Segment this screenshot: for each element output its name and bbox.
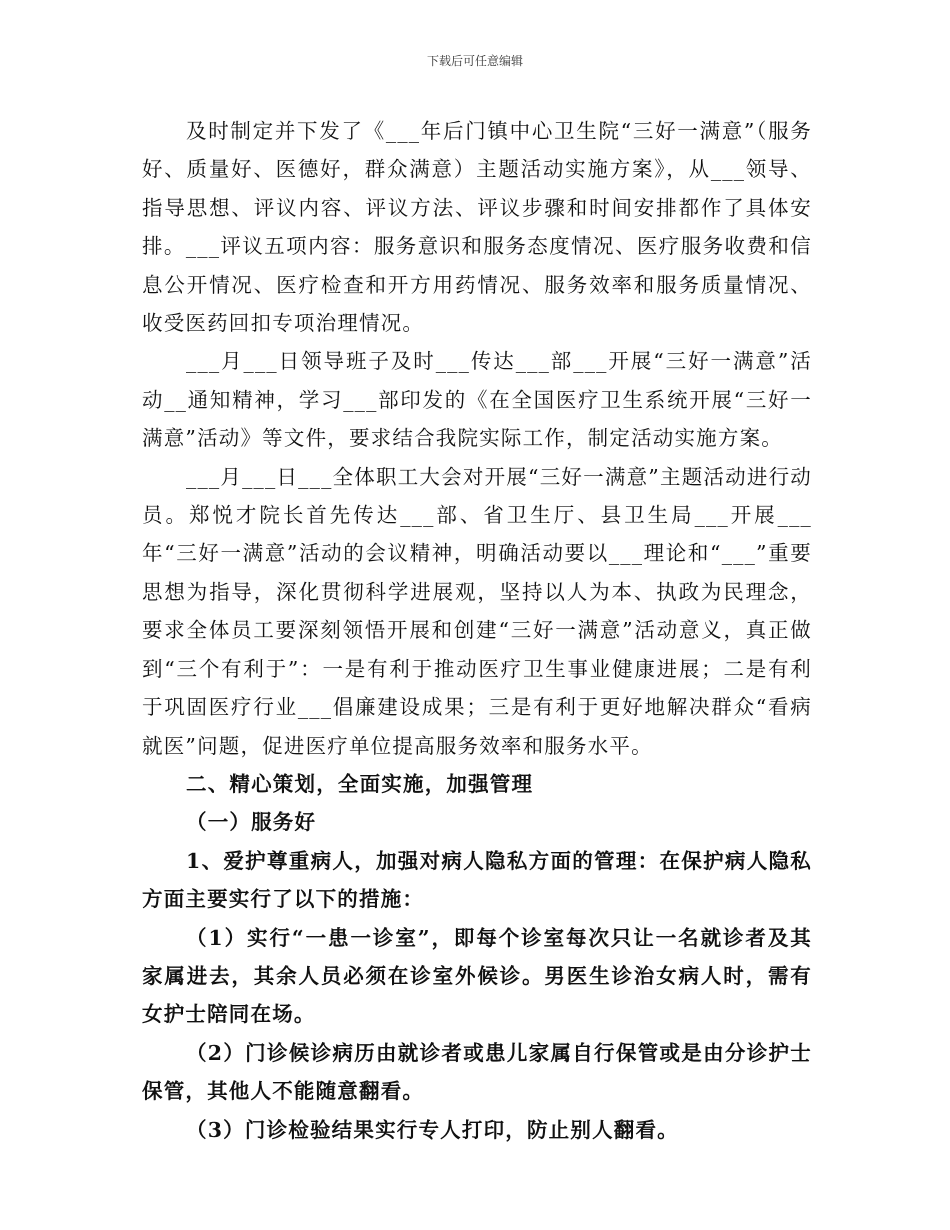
document-body	[142, 112, 812, 1149]
item-one-patient-one-room: （1）实行“一患一诊室”，即每个诊室每次只让一名就诊者及其家属进去，其余人员必须在诊室外候诊。男医生诊治女病人时，需有女护士陪同在场。	[142, 925, 812, 1027]
section-heading-two: 二、精心策划，全面实施，加强管理	[186, 771, 534, 796]
paragraph-plan-issued: 及时制定并下发了《___年后门镇中心卫生院“三好一满意”（服务好、质量好、医德好，群众满意）主题活动实施方案》，从___领导、指导思想、评议内容、评议方法、评议步骤和时间安排都作了具体安排。___评议五项内容：服务意识和服务态度情况、医疗服务收费和信息公开情况、医疗检查和开方用药情况、服务效率和服务质量情况、收受医药回扣专项治理情况。	[142, 119, 812, 336]
paragraph-staff-mobilization: ___月___日___全体职工大会对开展“三好一满意”主题活动进行动员。郑悦才院长首先传达___部、省卫生厅、县卫生局___开展___年“三好一满意”活动的会议精神，明确活动要以___理论和“___”重要思想为指导，深化贯彻科学进展观，坚持以人为本、执政为民理念，要求全体员工要深刻领悟开展和创建“三好一满意”活动意义，真正做到“三个有利于”：一是有利于推动医疗卫生事业健康进展；二是有利于巩固医疗行业___倡廉建设成果；三是有利于更好地解决群众“看病就医”问题，促进医疗单位提高服务效率和服务水平。	[142, 464, 812, 758]
item-test-results: （3）门诊检验结果实行专人打印，防止别人翻看。	[186, 1117, 679, 1142]
paragraph-leadership-meeting: ___月___日领导班子及时___传达___部___开展“三好一满意”活动__通知精神，学习___部印发的《在全国医疗卫生系统开展“三好一满意”活动》等文件，要求结合我院实际工作，制定活动实施方案。	[142, 349, 812, 451]
item-medical-records: （2）门诊候诊病历由就诊者或患儿家属自行保管或是由分诊护士保管，其他人不能随意翻看。	[142, 1040, 812, 1104]
subsection-heading-service: （一）服务好	[186, 810, 317, 835]
item-privacy-protection: 1、爱护尊重病人，加强对病人隐私方面的管理：在保护病人隐私方面主要实行了以下的措施：	[142, 848, 812, 912]
page-header: 下载后可任意编辑	[426, 54, 523, 68]
